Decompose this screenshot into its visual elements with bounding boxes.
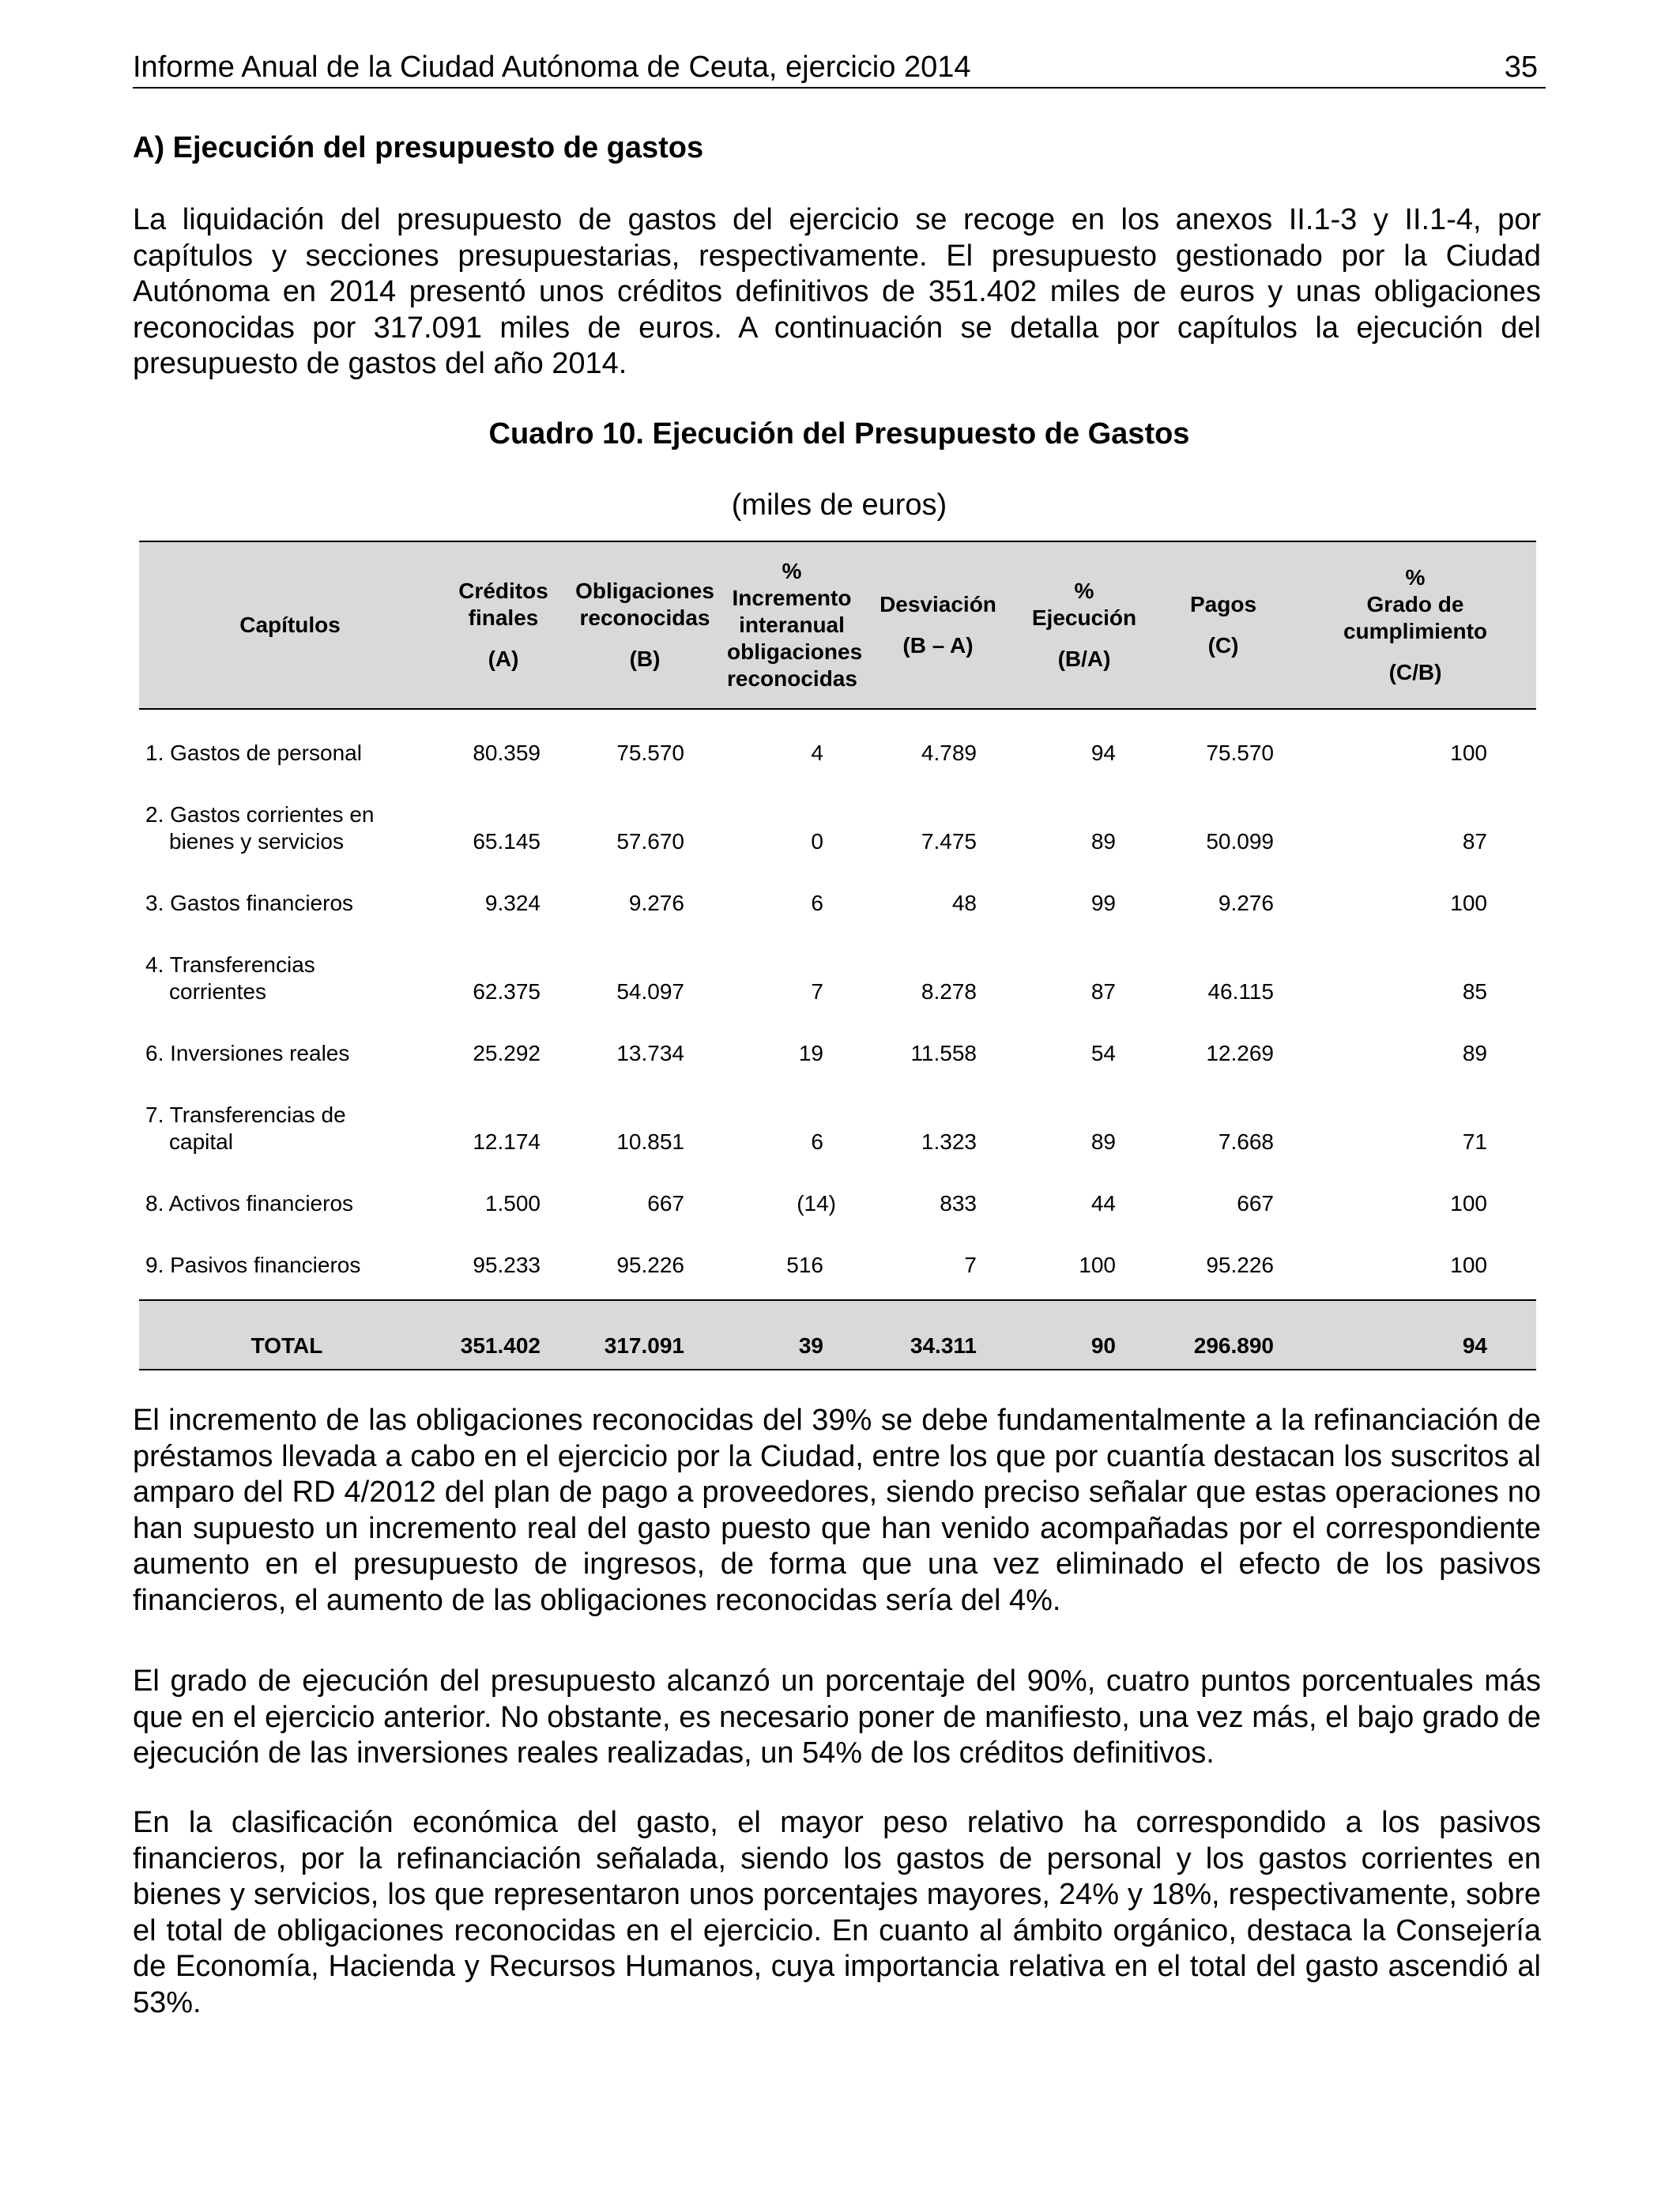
cell-obligaciones: 667 [647, 1191, 684, 1216]
section-title: A) Ejecución del presupuesto de gastos [133, 131, 704, 164]
cell-pagos: 95.226 [1206, 1253, 1274, 1277]
cell-pagos: 7.668 [1218, 1129, 1274, 1154]
table-total-row [139, 1300, 1536, 1370]
cell-incremento: 4 [811, 741, 823, 765]
header-ejecucion: % Ejecución (B/A) [1016, 541, 1152, 709]
cell-grado: 85 [1462, 979, 1487, 1004]
table-row [139, 1076, 1536, 1165]
cell-desviacion: 4.789 [921, 741, 977, 765]
total-obligaciones: 317.091 [566, 1300, 724, 1370]
cell-creditos: 1.500 [484, 1191, 541, 1216]
cell-grado: 100 [1450, 741, 1487, 765]
total-pagos: 296.890 [1152, 1300, 1294, 1370]
cell-grado: 100 [1450, 891, 1487, 915]
table-row [139, 776, 1536, 865]
header-capitulos: Capítulos [139, 541, 441, 709]
row-label: 8. Activos financieros [145, 1191, 354, 1216]
cell-obligaciones: 75.570 [616, 741, 684, 765]
table-row [139, 926, 1536, 1015]
row-label: 6. Inversiones reales [145, 1041, 350, 1065]
cell-ejecucion: 89 [1090, 1129, 1116, 1154]
cell-grado: 87 [1462, 829, 1487, 854]
page-number: 35 [1504, 51, 1538, 84]
row-label: 4. Transferencias corrientes [145, 952, 315, 1004]
cell-incremento: 7 [811, 979, 823, 1004]
cell-ejecucion: 99 [1090, 891, 1116, 915]
row-label: 9. Pasivos financieros [145, 1253, 361, 1277]
cell-ejecucion: 87 [1090, 979, 1116, 1004]
paragraph-grado: El grado de ejecución del presupuesto alcanzó un porcentaje del 90%, cuatro puntos porcentuales más que en el ejercicio anterior. No obstante, es necesario poner de manifiesto, una vez más, el bajo grado de ejecución de las inversiones reales realizadas, un 54% de los créditos definitivos. [133, 1664, 1541, 1770]
cell-creditos: 12.174 [473, 1129, 541, 1154]
header-desviacion: Desviación (B – A) [860, 541, 1016, 709]
header-incremento: % Incremento interanual obligaciones reconocidas [724, 541, 860, 709]
row-label: 7. Transferencias de capital [145, 1103, 346, 1154]
table-row [139, 1015, 1536, 1076]
cell-desviacion: 8.278 [921, 979, 977, 1004]
total-ejecucion: 90 [1016, 1300, 1152, 1370]
total-grado: 94 [1294, 1300, 1536, 1370]
table-units: (miles de euros) [731, 488, 947, 522]
cell-desviacion: 833 [940, 1191, 977, 1216]
table-row [139, 709, 1536, 776]
cell-incremento: 6 [811, 1129, 823, 1154]
cell-obligaciones: 13.734 [616, 1041, 684, 1065]
cell-ejecucion: 54 [1090, 1041, 1116, 1065]
cell-pagos: 75.570 [1206, 741, 1274, 765]
cell-incremento: 6 [811, 891, 823, 915]
cell-grado: 89 [1462, 1041, 1487, 1065]
total-desviacion: 34.311 [860, 1300, 1016, 1370]
table-header-row [139, 541, 1536, 709]
total-label: TOTAL [139, 1300, 441, 1370]
cell-creditos: 25.292 [473, 1041, 541, 1065]
row-label: 2. Gastos corrientes en bienes y servicios [145, 802, 375, 854]
table-row [139, 865, 1536, 926]
cell-obligaciones: 95.226 [616, 1253, 684, 1277]
cell-obligaciones: 54.097 [616, 979, 684, 1004]
cell-creditos: 65.145 [473, 829, 541, 854]
table-row [139, 1165, 1536, 1227]
cell-obligaciones: 10.851 [616, 1129, 684, 1154]
paragraph-clasificacion: En la clasificación económica del gasto, el mayor peso relativo ha correspondido a los pasivos financieros, por la refinanciación señalada, siendo los gastos de personal y los gastos corrientes en bienes y servicios, los que representaron unos porcentajes mayores, 24% y 18%, respectivamente, sobre el total de obligaciones reconocidas en el ejercicio. En cuanto al ámbito orgánico, destaca la Consejería de Economía, Hacienda y Recursos Humanos, cuya importancia relativa en el total del gasto ascendió al 53%. [133, 1806, 1541, 2019]
row-label: 3. Gastos financieros [145, 891, 354, 915]
cell-incremento: (14) [797, 1191, 836, 1216]
cell-ejecucion: 89 [1090, 829, 1116, 854]
cell-ejecucion: 94 [1090, 741, 1116, 765]
cell-ejecucion: 44 [1090, 1191, 1116, 1216]
paragraph-incremento: El incremento de las obligaciones reconocidas del 39% se debe fundamentalmente a la refinanciación de préstamos llevada a cabo en el ejercicio por la Ciudad, entre los que por cuantía destacan los suscritos al amparo del RD 4/2012 del plan de pago a proveedores, siendo preciso señalar que estas operaciones no han supuesto un incremento real del gasto puesto que han venido acompañadas por el correspondiente aumento en el presupuesto de ingresos, de forma que una vez eliminado el efecto de los pasivos financieros, el aumento de las obligaciones reconocidas sería del 4%. [133, 1404, 1541, 1617]
cell-desviacion: 7.475 [921, 829, 977, 854]
table-row [139, 1227, 1536, 1288]
page-header [133, 46, 1546, 89]
cell-grado: 71 [1462, 1129, 1487, 1154]
cell-pagos: 46.115 [1207, 979, 1274, 1004]
header-creditos: Créditos finales (A) [441, 541, 566, 709]
total-incremento: 39 [724, 1300, 860, 1370]
budget-table [139, 541, 1536, 1370]
cell-creditos: 9.324 [484, 891, 541, 915]
cell-ejecucion: 100 [1079, 1253, 1116, 1277]
paragraph-intro: La liquidación del presupuesto de gastos del ejercicio se recoge en los anexos II.1-3 y II.1-4, por capítulos y secciones presupuestarias, respectivamente. El presupuesto gestionado por la Ciudad Autónoma en 2014 presentó unos créditos definitivos de 351.402 miles de euros y unas obligaciones reconocidas por 317.091 miles de euros. A continuación se detalla por capítulos la ejecución del presupuesto de gastos del año 2014. [133, 203, 1541, 380]
cell-desviacion: 1.323 [921, 1129, 977, 1154]
cell-creditos: 62.375 [473, 979, 541, 1004]
cell-creditos: 80.359 [473, 741, 541, 765]
cell-incremento: 0 [811, 829, 823, 854]
cell-incremento: 19 [798, 1041, 823, 1065]
cell-pagos: 50.099 [1206, 829, 1274, 854]
total-creditos: 351.402 [441, 1300, 566, 1370]
cell-desviacion: 48 [951, 891, 977, 915]
header-pagos: Pagos (C) [1152, 541, 1294, 709]
cell-grado: 100 [1450, 1253, 1487, 1277]
cell-grado: 100 [1450, 1191, 1487, 1216]
cell-pagos: 12.269 [1206, 1041, 1274, 1065]
header-obligaciones: Obligaciones reconocidas (B) [566, 541, 724, 709]
header-title: Informe Anual de la Ciudad Autónoma de Ceuta, ejercicio 2014 [133, 51, 971, 84]
header-grado: % Grado de cumplimiento (C/B) [1294, 541, 1536, 709]
cell-creditos: 95.233 [473, 1253, 541, 1277]
cell-pagos: 9.276 [1218, 891, 1274, 915]
cell-desviacion: 7 [964, 1253, 977, 1277]
cell-pagos: 667 [1237, 1191, 1274, 1216]
cell-obligaciones: 57.670 [616, 829, 684, 854]
cell-obligaciones: 9.276 [628, 891, 684, 915]
table-caption: Cuadro 10. Ejecución del Presupuesto de Gastos [488, 417, 1190, 450]
cell-incremento: 516 [786, 1253, 823, 1277]
cell-desviacion: 11.558 [910, 1041, 977, 1065]
row-label: 1. Gastos de personal [145, 741, 362, 765]
